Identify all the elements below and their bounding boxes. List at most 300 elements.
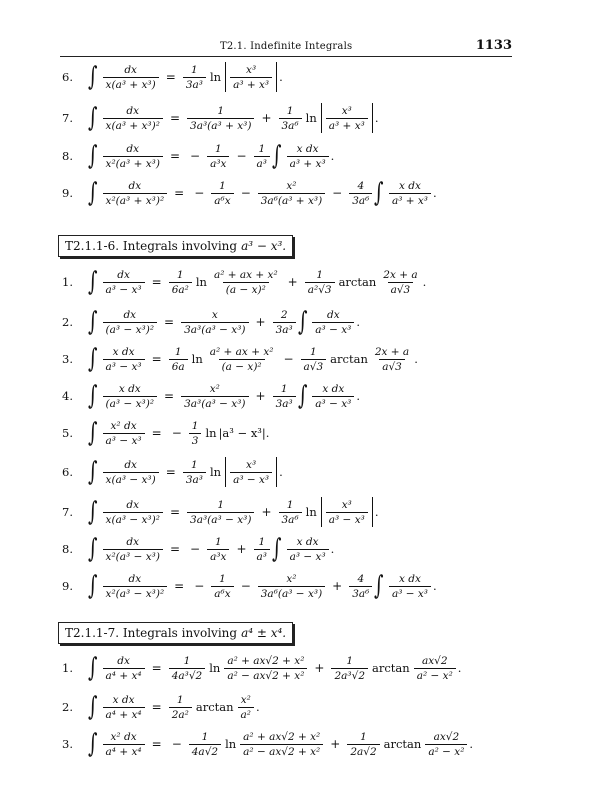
function-name: ln [191,352,203,366]
integral-sign: ∫ [374,178,384,208]
absolute-value-bar [372,103,373,133]
integrand-denominator: x(a³ + x³) [103,77,159,91]
operator: + [287,275,298,289]
equals-sign: = [164,389,175,403]
fraction-denominator: a√3 [388,282,414,296]
fraction-numerator: 2x + a [383,268,418,281]
formula-row [62,529,532,569]
function-name: ln [305,111,317,125]
equals-sign: = [164,315,175,329]
fraction-numerator: 1 [280,382,288,395]
fraction [389,573,431,600]
fraction [273,309,296,336]
function-name: arctan [338,275,377,289]
fraction [331,655,368,682]
formula-expression [88,136,334,176]
fraction-numerator: x³ [341,498,352,511]
integrand-denominator: (a³ − x³)² [103,396,157,410]
fraction-numerator: 1 [201,730,209,743]
fraction-denominator: 3a³ [273,396,296,410]
fraction-denominator: a³ − x³ [312,322,354,336]
fraction-denominator: 4a√2 [189,744,221,758]
formula-number: 3. [62,352,73,366]
absolute-value-bar [276,62,277,92]
integrand-denominator: a⁴ + x⁴ [103,668,145,682]
fraction-numerator: x dx [322,382,345,395]
fraction [326,105,368,132]
fraction-denominator: a⁶x [211,586,233,600]
formula-row [62,57,532,97]
integral-sign: ∫ [272,141,282,171]
formula-row [62,566,532,606]
formula-expression [88,529,334,569]
fraction-numerator: x dx [399,572,421,585]
fraction-denominator: (a − x)² [219,359,265,373]
expression-text: . [330,149,335,163]
integrand-numerator: x² dx [110,730,137,743]
fraction-denominator: a² [238,707,254,721]
formula-number: 6. [62,465,73,479]
equals-sign: = [169,149,181,163]
integrand-numerator: x dx [112,693,135,706]
operator: + [332,579,343,593]
fraction [240,731,323,758]
fraction-denominator: 3a³(a³ − x³) [187,512,254,526]
fraction-denominator: 3a⁶ [349,586,372,600]
operator: + [255,315,266,329]
fraction-denominator: a³ [254,549,270,563]
formula-row [62,98,532,138]
integrand-denominator: x²(a³ + x³) [103,156,163,170]
fraction [169,655,206,682]
fraction [347,731,379,758]
integral-sign: ∫ [88,141,98,171]
fraction [389,180,431,207]
operator: − [194,579,205,593]
fraction-denominator: a³ + x³ [230,77,272,91]
fraction-numerator: x [211,308,218,321]
function-name: ln [205,426,217,440]
fraction-denominator: 3a⁶ [349,193,372,207]
equals-sign: = [169,542,181,556]
operator: + [314,661,325,675]
fraction [273,383,296,410]
fraction-numerator: 1 [183,654,191,667]
fraction-numerator: 4 [357,179,365,192]
equals-sign: = [151,275,162,289]
integral-sign: ∫ [88,497,98,527]
equals-sign: = [169,505,181,519]
fraction-denominator: 3a⁶ [279,512,302,526]
integrand-fraction [103,536,163,563]
integral-sign: ∫ [88,457,98,487]
integrand-fraction [103,573,168,600]
fraction-denominator: a³ [254,156,270,170]
fraction-numerator: 1 [286,498,294,511]
expression-text: . [374,505,379,519]
equals-sign: = [165,465,176,479]
integral-sign: ∫ [88,692,98,722]
fraction-denominator: a³ − x³ [326,512,368,526]
formula-row [62,302,532,342]
function-name: arctan [330,352,368,366]
formula-row [62,339,532,379]
section-heading-text: T2.1.1-6. Integrals involving [65,239,238,253]
fraction-numerator: a² + ax + x² [209,345,274,358]
integrand-numerator: x² dx [110,419,137,432]
formula-number: 7. [62,505,73,519]
fraction [287,536,329,563]
operator: − [283,352,294,366]
fraction-denominator: a² − ax√2 + x² [224,668,307,682]
integrand-fraction [103,105,163,132]
fraction-denominator: 2a³√2 [331,668,368,682]
fraction-denominator: 3a⁶(a³ − x³) [258,586,325,600]
function-name: ln [225,737,237,751]
fraction-denominator: 3a³(a³ − x³) [181,322,248,336]
integrand-numerator: dx [124,63,137,76]
formula-number: 8. [62,149,73,163]
integrand-fraction [103,655,145,682]
expression-text: . [356,315,361,329]
fraction-numerator: x² [240,693,251,706]
fraction-numerator: x³ [246,63,257,76]
formula-expression [88,57,283,97]
function-name: ln [305,505,317,519]
fraction-numerator: 1 [217,498,225,511]
formula-expression [88,452,283,492]
formula-row [62,136,532,176]
operator: − [240,186,251,200]
fraction [189,731,221,758]
integrand-denominator: a⁴ + x⁴ [103,707,145,721]
expression-text: . [330,542,335,556]
fraction [305,269,335,296]
fraction-denominator: 6a [169,359,188,373]
fraction-denominator: 3a⁶(a³ + x³) [258,193,325,207]
fraction-numerator: x dx [296,142,319,155]
fraction [169,694,192,721]
operator: − [236,149,247,163]
fraction-denominator: 4a³√2 [169,668,206,682]
equals-sign: = [151,661,162,675]
integral-sign: ∫ [88,344,98,374]
absolute-value-bar [321,497,322,527]
operator: + [236,542,247,556]
fraction-numerator: x dx [296,535,319,548]
fraction-numerator: x² [286,179,297,192]
fraction-denominator: 3a³ [273,322,296,336]
integral-sign: ∫ [88,307,98,337]
fraction [254,143,270,170]
integrand-denominator: x(a³ − x³) [103,472,159,486]
fraction-numerator: dx [326,308,340,321]
expression-text: |a³ − x³|. [218,426,270,440]
equals-sign: = [165,70,176,84]
operator: − [171,737,182,751]
operator: + [330,737,341,751]
function-name: ln [195,275,207,289]
formula-row [62,648,532,688]
equals-sign: = [151,700,162,714]
integrand-numerator: dx [126,142,140,155]
integral-sign: ∫ [88,267,98,297]
absolute-value-bar [321,103,322,133]
formula-expression [88,173,437,213]
formula-number: 9. [62,579,73,593]
integrand-denominator: x(a³ − x³)² [103,512,163,526]
fraction [258,180,325,207]
formula-row [62,452,532,492]
fraction-denominator: 3a³(a³ − x³) [181,396,248,410]
formula-number: 2. [62,700,73,714]
header-section-title: T2.1. Indefinite Integrals [220,41,353,52]
fraction-numerator: x³ [246,458,257,471]
equals-sign: = [151,352,162,366]
integrand-fraction [103,346,145,373]
formula-number: 1. [62,661,73,675]
equals-sign: = [174,579,185,593]
fraction [207,536,229,563]
fraction-numerator: 1 [191,63,198,76]
formula-number: 7. [62,111,73,125]
integrand-fraction [103,143,163,170]
section-heading-expr: a³ − x³. [241,239,287,253]
section-heading-7 [58,622,293,644]
integrand-fraction [103,383,157,410]
function-name: ln [209,70,222,84]
fraction [181,383,248,410]
fraction [372,346,412,373]
absolute-value-bar [225,457,226,487]
operator: − [332,186,343,200]
fraction [238,694,254,721]
fraction-numerator: 1 [214,535,222,548]
fraction-denominator: a³ − x³ [312,396,354,410]
formula-number: 5. [62,426,73,440]
fraction-numerator: 4 [357,572,365,585]
fraction-numerator: a² + ax + x² [213,268,278,281]
integrand-denominator: a³ − x³ [103,359,145,373]
section-heading-6 [58,235,293,257]
equals-sign: = [151,737,162,751]
function-name: arctan [195,700,234,714]
integrand-numerator: dx [123,308,137,321]
fraction [349,573,372,600]
formula-expression [88,376,360,416]
fraction-denominator: a³ − x³ [287,549,329,563]
operator: − [190,542,201,556]
fraction [349,180,372,207]
absolute-value-bar [225,62,226,92]
fraction-numerator: 1 [174,345,182,358]
operator: + [255,389,266,403]
fraction-numerator: a² + ax√2 + x² [227,654,305,667]
formula-row [62,687,532,727]
fraction [312,383,354,410]
equals-sign: = [151,426,162,440]
fraction [425,731,467,758]
expression-text: . [374,111,379,125]
formula-row [62,492,532,532]
operator: − [190,149,201,163]
fraction-numerator: x dx [399,179,421,192]
integrand-numerator: dx [124,458,137,471]
fraction [211,573,233,600]
integrand-denominator: x²(a³ − x³) [103,549,163,563]
formula-expression [88,262,426,302]
expression-text: . [279,465,283,479]
absolute-value-bar [276,457,277,487]
fraction-denominator: a² − ax√2 + x² [240,744,323,758]
fraction-numerator: 1 [286,104,294,117]
formula-number: 8. [62,542,73,556]
fraction-numerator: 2 [280,308,288,321]
fraction [211,180,233,207]
fraction [211,269,281,296]
fraction [207,346,277,373]
fraction [279,499,302,526]
fraction-denominator: a³ − x³ [389,586,431,600]
fraction-numerator: x³ [341,104,352,117]
formula-expression [88,98,378,138]
fraction-numerator: 1 [258,535,266,548]
fraction-denominator: a³x [207,156,229,170]
fraction-denominator: a√3 [301,359,327,373]
section-heading-expr: a⁴ ± x⁴. [241,626,287,640]
fraction [301,346,327,373]
integral-sign: ∫ [88,534,98,564]
fraction-denominator: a²√3 [305,282,335,296]
fraction-denominator: a³ + x³ [287,156,329,170]
integral-sign: ∫ [88,178,98,208]
formula-number: 1. [62,275,73,289]
fraction-numerator: 1 [219,572,226,585]
fraction [224,655,307,682]
formula-row [62,413,532,453]
formula-number: 2. [62,315,73,329]
operator: − [240,579,251,593]
integrand-denominator: a⁴ + x⁴ [103,744,145,758]
integral-sign: ∫ [88,62,98,92]
integral-sign: ∫ [88,103,98,133]
fraction-denominator: a² − x² [425,744,467,758]
formula-expression [88,648,461,688]
integral-sign: ∫ [374,571,384,601]
formula-row [62,262,532,302]
integrand-fraction [103,420,145,447]
formula-expression [88,724,473,764]
formula-number: 9. [62,186,73,200]
fraction [183,459,206,486]
section-heading-text: T2.1.1-7. Integrals involving [65,626,238,640]
fraction-numerator: 1 [176,693,184,706]
fraction-denominator: 2a² [169,707,192,721]
fraction-numerator: ax√2 [421,654,448,667]
integrand-numerator: x dx [118,382,141,395]
integrand-denominator: a³ − x³ [103,433,145,447]
equals-sign: = [169,111,181,125]
fraction-numerator: 1 [191,419,199,432]
integral-sign: ∫ [88,653,98,683]
fraction-numerator: 1 [346,654,354,667]
integrand-denominator: x²(a³ − x³)² [103,586,168,600]
integrand-numerator: x dx [112,345,135,358]
function-name: ln [209,465,222,479]
fraction [326,499,368,526]
fraction-numerator: x² [209,382,220,395]
fraction-denominator: a√3 [379,359,405,373]
formula-expression [88,687,260,727]
integrand-fraction [103,180,168,207]
integrand-fraction [103,694,145,721]
function-name: ln [209,661,221,675]
integrand-fraction [103,269,145,296]
fraction [287,143,329,170]
formula-expression [88,566,437,606]
integral-sign: ∫ [272,534,282,564]
operator: − [194,186,205,200]
formula-expression [88,492,378,532]
integrand-denominator: a³ − x³ [103,282,145,296]
fraction-numerator: a² + ax√2 + x² [243,730,321,743]
integrand-fraction [103,731,145,758]
fraction-numerator: 1 [219,179,226,192]
fraction [380,269,420,296]
formula-row [62,724,532,764]
integrand-denominator: x²(a³ + x³)² [103,193,168,207]
fraction [183,64,206,91]
operator: − [171,426,182,440]
fraction-numerator: 1 [310,345,317,358]
integral-sign: ∫ [297,381,308,411]
integrand-fraction [103,309,157,336]
fraction-numerator: 1 [258,142,266,155]
fraction-numerator: 2x + a [374,345,410,358]
fraction-numerator: 1 [176,268,184,281]
page-number: 1133 [475,38,512,53]
fraction [189,420,202,447]
fraction [230,64,272,91]
fraction [207,143,229,170]
formula-expression [88,413,269,453]
integral-sign: ∫ [88,571,98,601]
formula-expression [88,302,360,342]
fraction-denominator: 3a³ [183,77,206,91]
fraction-denominator: 2a√2 [347,744,379,758]
operator: + [261,111,272,125]
running-header [60,40,512,57]
integrand-fraction [103,459,159,486]
formula-number: 3. [62,737,73,751]
integrand-numerator: dx [126,535,140,548]
expression-text: . [414,352,418,366]
expression-text: . [433,186,437,200]
fraction [254,536,270,563]
fraction [181,309,248,336]
fraction-denominator: 3a³(a³ + x³) [187,118,254,132]
fraction [312,309,354,336]
integral-sign: ∫ [88,381,98,411]
expression-text: . [279,70,283,84]
fraction [187,499,254,526]
expression-text: . [256,700,260,714]
integrand-numerator: dx [126,498,140,511]
integrand-numerator: dx [117,268,130,281]
integrand-numerator: dx [126,104,140,117]
integrand-denominator: x(a³ + x³)² [103,118,163,132]
expression-text: . [433,579,437,593]
